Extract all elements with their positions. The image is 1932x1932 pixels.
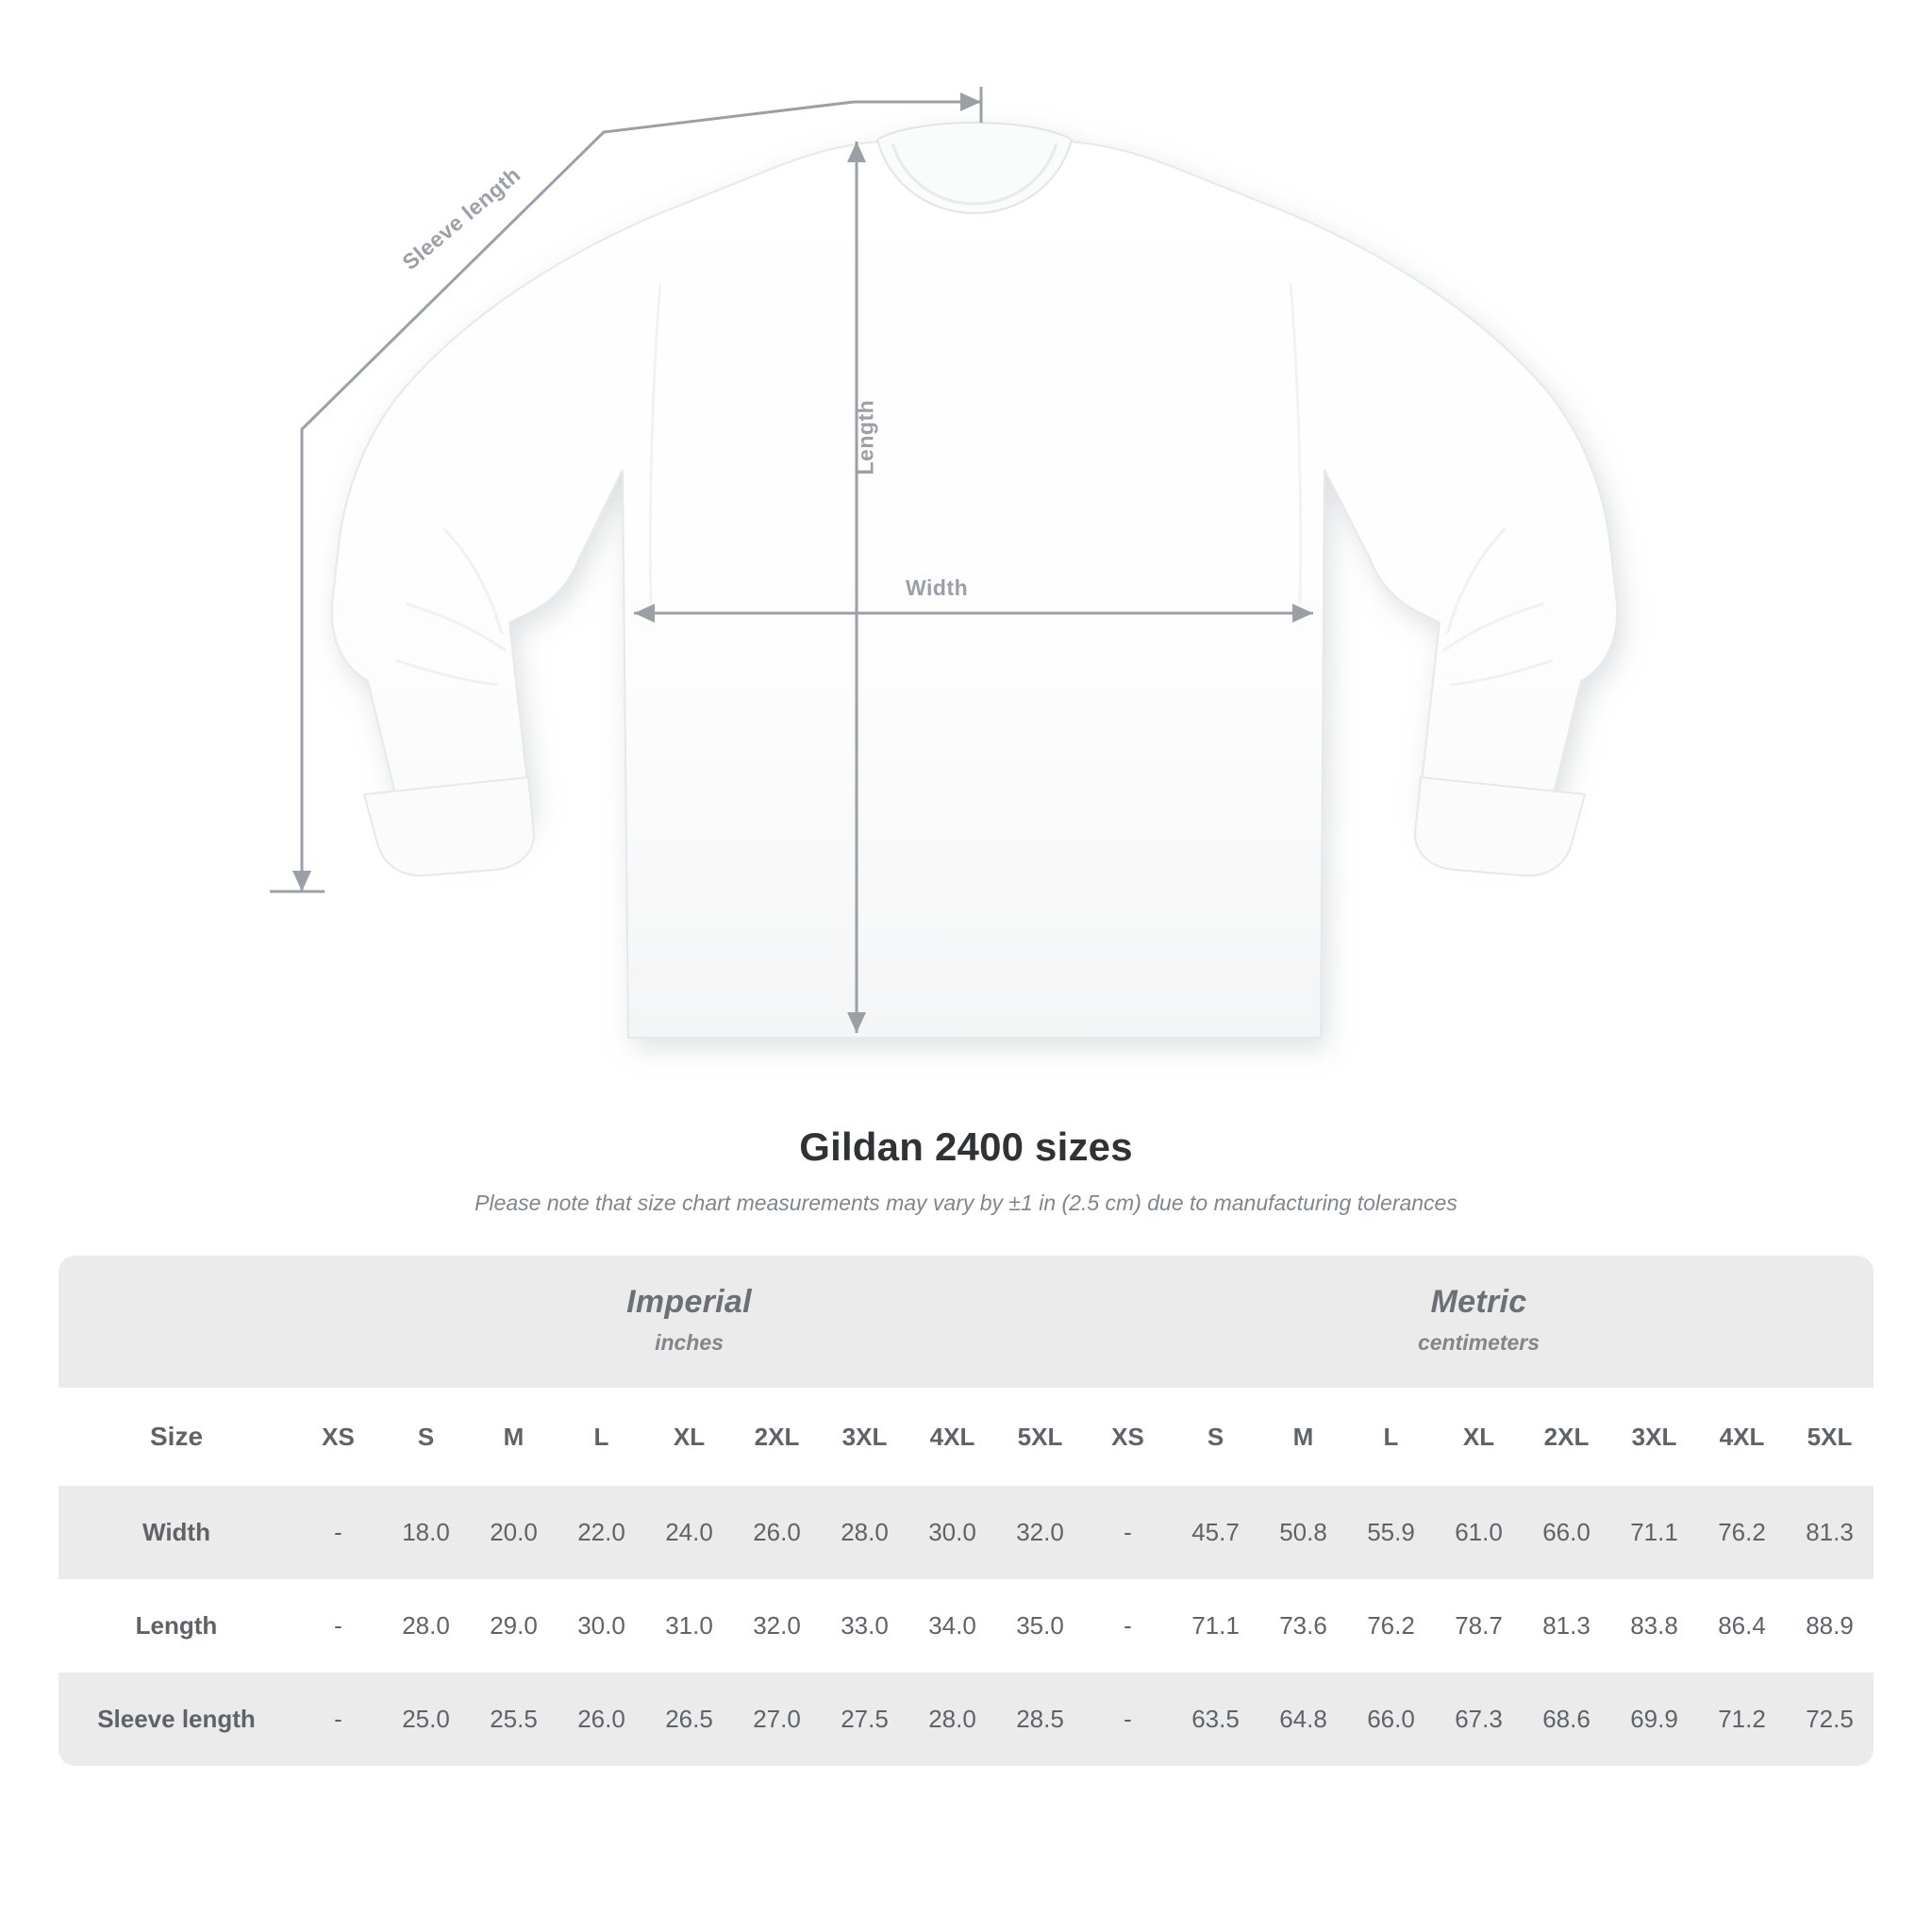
cell-sleeve-metric-l: 66.0 [1347,1673,1435,1766]
cell-length-imperial-4xl: 34.0 [908,1579,996,1673]
table-row [58,1579,1874,1673]
size-header-imperial-4xl: 4XL [908,1388,996,1486]
cell-length-imperial-xs: - [294,1579,382,1673]
cell-width-metric-m: 50.8 [1259,1486,1347,1579]
cell-sleeve-imperial-3xl: 27.5 [821,1673,908,1766]
size-header-row [58,1388,1874,1486]
size-header-metric-2xl: 2XL [1523,1388,1610,1486]
length-measure-label: Length [853,399,878,475]
size-table-container [58,1256,1874,1766]
size-header-imperial-s: S [382,1388,470,1486]
size-header-imperial-3xl: 3XL [821,1388,908,1486]
width-measure-label: Width [906,575,969,600]
cell-sleeve-imperial-s: 25.0 [382,1673,470,1766]
cell-width-metric-2xl: 66.0 [1523,1486,1610,1579]
size-header-metric-3xl: 3XL [1610,1388,1698,1486]
cell-sleeve-imperial-m: 25.5 [470,1673,558,1766]
imperial-unit-sub: inches [655,1330,724,1355]
metric-unit-header [1084,1256,1874,1388]
unit-header-spacer [58,1256,294,1388]
cell-length-imperial-l: 30.0 [558,1579,645,1673]
cell-width-imperial-s: 18.0 [382,1486,470,1579]
cell-length-imperial-m: 29.0 [470,1579,558,1673]
size-header-imperial-5xl: 5XL [996,1388,1084,1486]
metric-unit-sub: centimeters [1417,1330,1541,1355]
sleeve-length-measure-label: Sleeve length [397,161,525,275]
metric-unit-name: Metric [1430,1284,1527,1320]
cell-sleeve-imperial-5xl: 28.5 [996,1673,1084,1766]
cell-sleeve-metric-xs: - [1084,1673,1172,1766]
cell-length-imperial-3xl: 33.0 [821,1579,908,1673]
cell-width-imperial-2xl: 26.0 [733,1486,821,1579]
cell-width-metric-s: 45.7 [1172,1486,1259,1579]
cell-width-imperial-l: 22.0 [558,1486,645,1579]
row-label-width: Width [58,1486,294,1579]
row-label-length: Length [58,1579,294,1673]
table-row [58,1486,1874,1579]
cell-width-metric-5xl: 81.3 [1786,1486,1874,1579]
cell-sleeve-metric-xl: 67.3 [1435,1673,1523,1766]
unit-header-row [58,1256,1874,1388]
cell-length-imperial-s: 28.0 [382,1579,470,1673]
cell-sleeve-imperial-4xl: 28.0 [908,1673,996,1766]
cell-width-imperial-m: 20.0 [470,1486,558,1579]
table-row [58,1673,1874,1766]
size-header-metric-5xl: 5XL [1786,1388,1874,1486]
cell-length-metric-xl: 78.7 [1435,1579,1523,1673]
cell-width-metric-xl: 61.0 [1435,1486,1523,1579]
cell-length-imperial-5xl: 35.0 [996,1579,1084,1673]
cell-length-imperial-2xl: 32.0 [733,1579,821,1673]
cell-width-imperial-4xl: 30.0 [908,1486,996,1579]
imperial-unit-name: Imperial [626,1284,752,1320]
cell-sleeve-imperial-xl: 26.5 [645,1673,733,1766]
cell-width-imperial-5xl: 32.0 [996,1486,1084,1579]
size-header-metric-s: S [1172,1388,1259,1486]
cell-sleeve-imperial-xs: - [294,1673,382,1766]
cell-sleeve-metric-2xl: 68.6 [1523,1673,1610,1766]
size-header-imperial-2xl: 2XL [733,1388,821,1486]
cell-length-metric-3xl: 83.8 [1610,1579,1698,1673]
cell-width-imperial-xs: - [294,1486,382,1579]
size-header-imperial-xl: XL [645,1388,733,1486]
imperial-unit-header [294,1256,1084,1388]
cell-sleeve-metric-3xl: 69.9 [1610,1673,1698,1766]
size-header-imperial-l: L [558,1388,645,1486]
size-header-label: Size [58,1388,294,1486]
size-header-metric-xl: XL [1435,1388,1523,1486]
cell-length-metric-5xl: 88.9 [1786,1579,1874,1673]
page-subtitle: Please note that size chart measurements may vary by ±1 in (2.5 cm) due to manufacturing tolerances [475,1191,1457,1215]
title-block [0,1124,1932,1216]
cell-sleeve-metric-m: 64.8 [1259,1673,1347,1766]
size-header-imperial-xs: XS [294,1388,382,1486]
row-label-sleeve-length: Sleeve length [58,1673,294,1766]
cell-length-metric-4xl: 86.4 [1698,1579,1786,1673]
cell-width-metric-3xl: 71.1 [1610,1486,1698,1579]
size-header-metric-l: L [1347,1388,1435,1486]
cell-length-metric-s: 71.1 [1172,1579,1259,1673]
cell-sleeve-metric-4xl: 71.2 [1698,1673,1786,1766]
cell-length-metric-m: 73.6 [1259,1579,1347,1673]
cell-sleeve-imperial-2xl: 27.0 [733,1673,821,1766]
cell-width-metric-4xl: 76.2 [1698,1486,1786,1579]
cell-width-metric-l: 55.9 [1347,1486,1435,1579]
cell-sleeve-metric-5xl: 72.5 [1786,1673,1874,1766]
size-header-metric-4xl: 4XL [1698,1388,1786,1486]
page-title: Gildan 2400 sizes [799,1124,1133,1169]
cell-length-metric-2xl: 81.3 [1523,1579,1610,1673]
cell-length-metric-l: 76.2 [1347,1579,1435,1673]
size-header-metric-m: M [1259,1388,1347,1486]
cell-sleeve-metric-s: 63.5 [1172,1673,1259,1766]
cell-width-metric-xs: - [1084,1486,1172,1579]
cell-width-imperial-3xl: 28.0 [821,1486,908,1579]
cell-length-imperial-xl: 31.0 [645,1579,733,1673]
cell-sleeve-imperial-l: 26.0 [558,1673,645,1766]
size-table [58,1256,1874,1766]
size-header-metric-xs: XS [1084,1388,1172,1486]
size-header-imperial-m: M [470,1388,558,1486]
cell-width-imperial-xl: 24.0 [645,1486,733,1579]
cell-length-metric-xs: - [1084,1579,1172,1673]
